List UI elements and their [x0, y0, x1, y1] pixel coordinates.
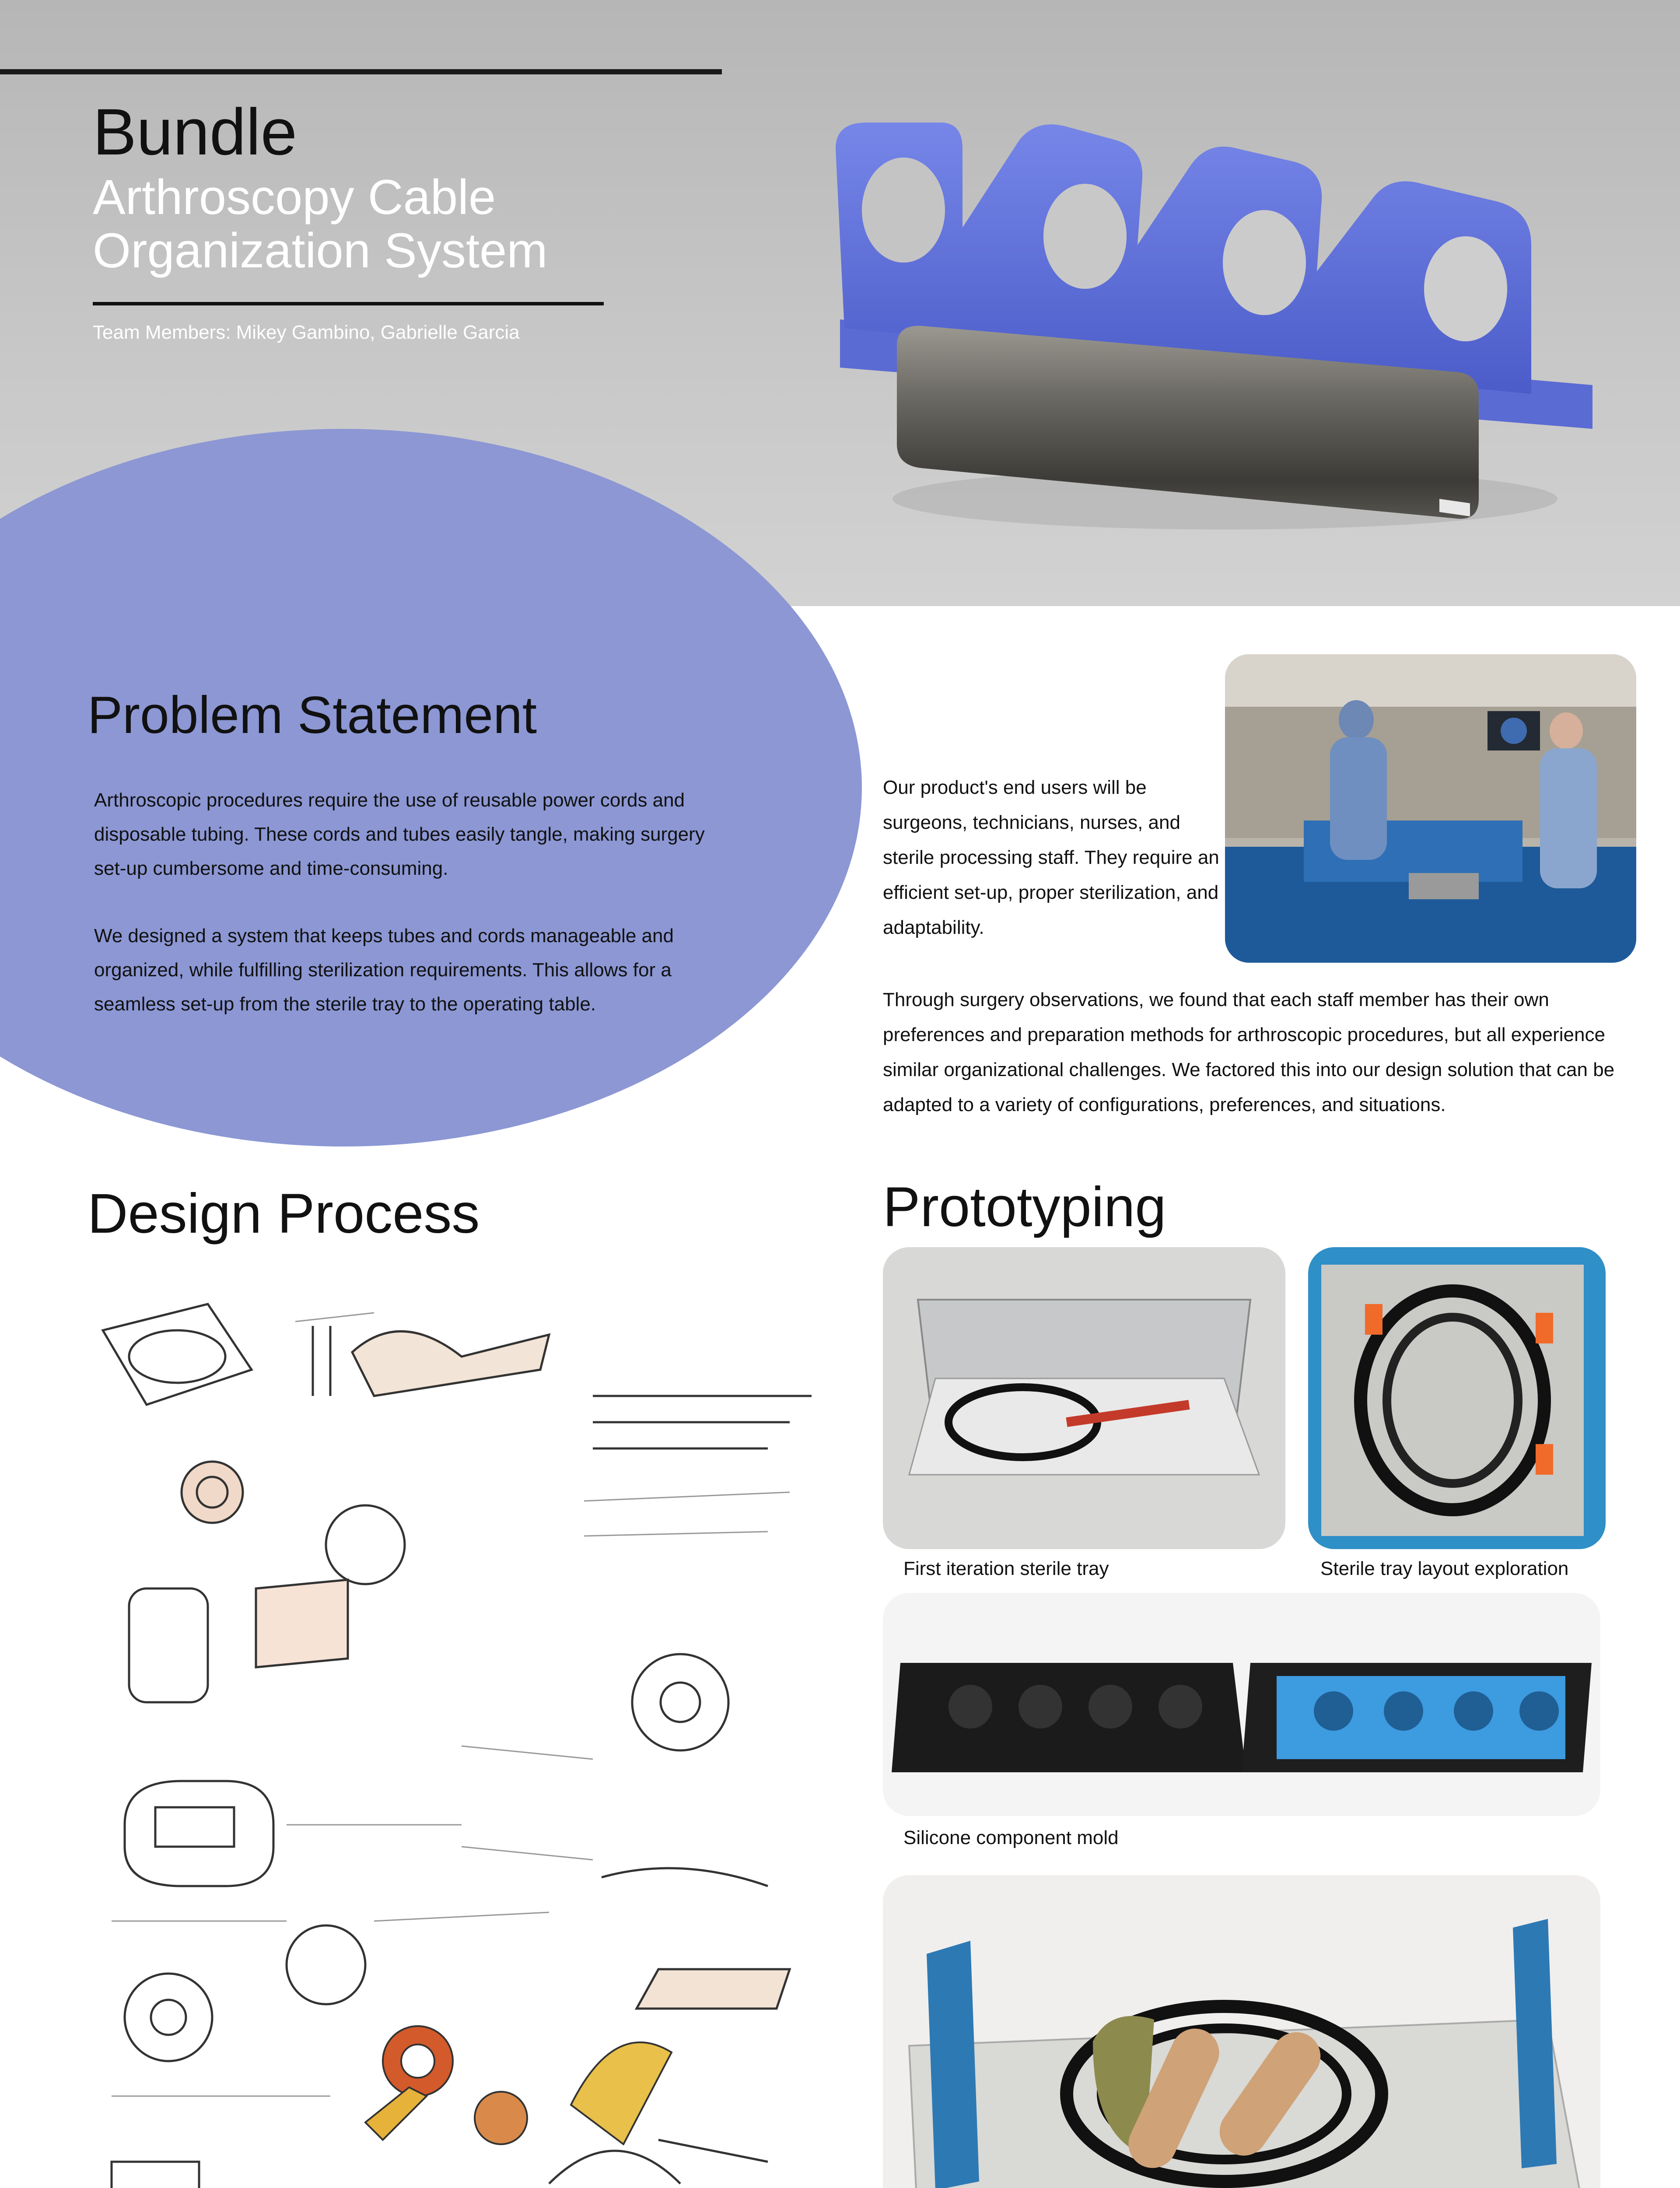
loop-hole-3 — [1223, 210, 1306, 315]
subtitle-line-2: Organization System — [93, 223, 548, 278]
page-title: Bundle — [93, 95, 298, 168]
silicone-mold-photo — [883, 1593, 1600, 1816]
loop-hole-1 — [862, 158, 945, 263]
first-iteration-tray-photo — [883, 1247, 1285, 1549]
operating-room-photo — [1225, 654, 1636, 963]
tray-layout-exploration-photo — [1308, 1247, 1606, 1549]
problem-paragraph-1: Arthroscopic procedures require the use of reusable power cords and disposable tubing. These cords and tubes easily tangle, making surgery set-up cumbersome and time-consuming. — [94, 789, 705, 879]
caption-silicone-mold: Silicone component mold — [903, 1827, 1119, 1848]
header-rule — [0, 69, 722, 74]
loop-hole-2 — [1043, 184, 1127, 289]
caption-layout-exploration: Sterile tray layout exploration — [1320, 1558, 1569, 1579]
caption-first-iteration: First iteration sterile tray — [903, 1558, 1109, 1579]
problem-statement-title: Problem Statement — [88, 686, 537, 744]
concept-sketches — [68, 1265, 838, 2188]
title-underline — [93, 302, 604, 305]
page-subtitle — [93, 171, 662, 277]
end-users-paragraph: Our product's end users will be surgeons, technicians, nurses, and sterile processing staff. They require an efficient set-up, proper sterilization, and adaptability. — [883, 777, 1219, 938]
second-iteration-tray-photo — [883, 1875, 1600, 2188]
product-render — [831, 114, 1601, 560]
loop-hole-4 — [1424, 236, 1507, 341]
prototyping-title: Prototyping — [883, 1176, 1166, 1238]
problem-paragraph-2: We designed a system that keeps tubes and cords manageable and organized, while fulfilling sterilization requirements. This allows for a seamless set-up from the sterile tray to the operating table. — [94, 925, 674, 1015]
design-process-title: Design Process — [88, 1182, 480, 1245]
subtitle-line-1: Arthroscopy Cable — [93, 170, 496, 224]
team-members: Team Members: Mikey Gambino, Gabrielle Garcia — [93, 322, 520, 343]
observations-paragraph: Through surgery observations, we found that each staff member has their own preferences and preparation methods for arthroscopic procedures, but all experience similar organizational challenges. We factored this into our design solution that can be adapted to a variety of configurations, preferences, and situations. — [883, 989, 1615, 1115]
